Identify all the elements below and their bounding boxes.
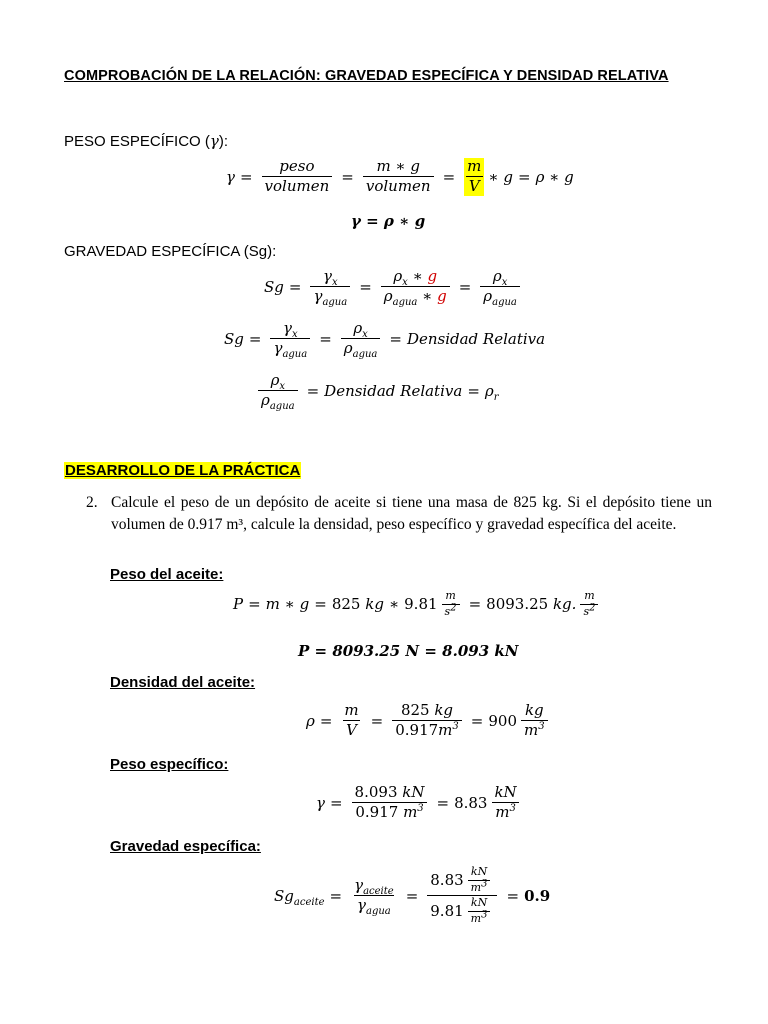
gamma-rho-g-equation: γ = ρ ∗ g [351, 212, 426, 230]
subsection-peso: Peso del aceite: [110, 566, 224, 583]
problem-number: 2. [86, 494, 98, 511]
peso-result: P = 8093.25 N = 8.093 kN [298, 642, 519, 660]
subsection-gravedad: Gravedad específica: [110, 838, 261, 855]
subsection-peso-especifico: Peso específico: [110, 756, 229, 773]
sg-equation-1: Sg = $\frac{\gamma_x}{\gamma_{agua}}$ = $\frac{\rho_x ∗ g}{\rho_{agua} ∗ g}$ = $\frac{\rho_x}{\rho_{agua}}$ [264, 268, 524, 306]
peso-especifico-label: PESO ESPECÍFICO (γ): [64, 132, 229, 150]
peso-especifico-result-equation: γ = $\frac{8.093 kN}{0.917 m^3}$ = 8.83 $\frac{kN}{m^3}$ [316, 784, 524, 822]
densidad-relativa-equation: $\frac{\rho_x}{\rho_{agua}}$ = Densidad Relativa = $\rho_r$ [254, 372, 499, 410]
highlighted-m-over-v: $\frac{m}{V}$ [464, 158, 484, 196]
subsection-densidad: Densidad del aceite: [110, 674, 256, 691]
sg-result-equation: $Sg_{aceite}$ = $\frac{\gamma_{aceite}}{\gamma_{agua}}$ = 8.83 $\frac{kN}{m^3}$ 9.81 $\frac{kN}{m^3}$ = 0.9 [274, 865, 551, 925]
peso-equation: P = m ∗ g = 825 kg ∗ 9.81 $\frac{m}{s^2}$ = 8093.25 kg. $\frac{m}{s^2}$ [233, 590, 602, 618]
problem-statement [86, 492, 712, 535]
sg-equation-2: Sg = $\frac{\gamma_x}{\gamma_{agua}}$ = $\frac{\rho_x}{\rho_{agua}}$ = Densidad Relativa [224, 319, 546, 361]
gravedad-especifica-label: GRAVEDAD ESPECÍFICA (Sg): [64, 243, 277, 260]
problem-text: Calcule el peso de un depósito de aceite si tiene una masa de 825 kg. Si el depósito tiene un volumen de 0.917 m³, calcule la densidad, peso específico y gravedad específica del aceite. [111, 494, 712, 533]
section-heading: DESARROLLO DE LA PRÁCTICA [65, 462, 301, 479]
densidad-equation: ρ = $\frac{m}{V}$ = $\frac{825 kg}{0.917m^3}$ = 900 $\frac{kg}{m^3}$ [306, 702, 552, 740]
page-title: COMPROBACIÓN DE LA RELACIÓN: GRAVEDAD ESPECÍFICA Y DENSIDAD RELATIVA [64, 68, 669, 84]
peso-especifico-equation: γ = $\frac{\text{peso}}{\text{volumen}}$ = $\frac{m ∗ g}{\text{volumen}}$ = $\frac{m}{V}$ ∗ g = ρ ∗ g [226, 157, 574, 196]
